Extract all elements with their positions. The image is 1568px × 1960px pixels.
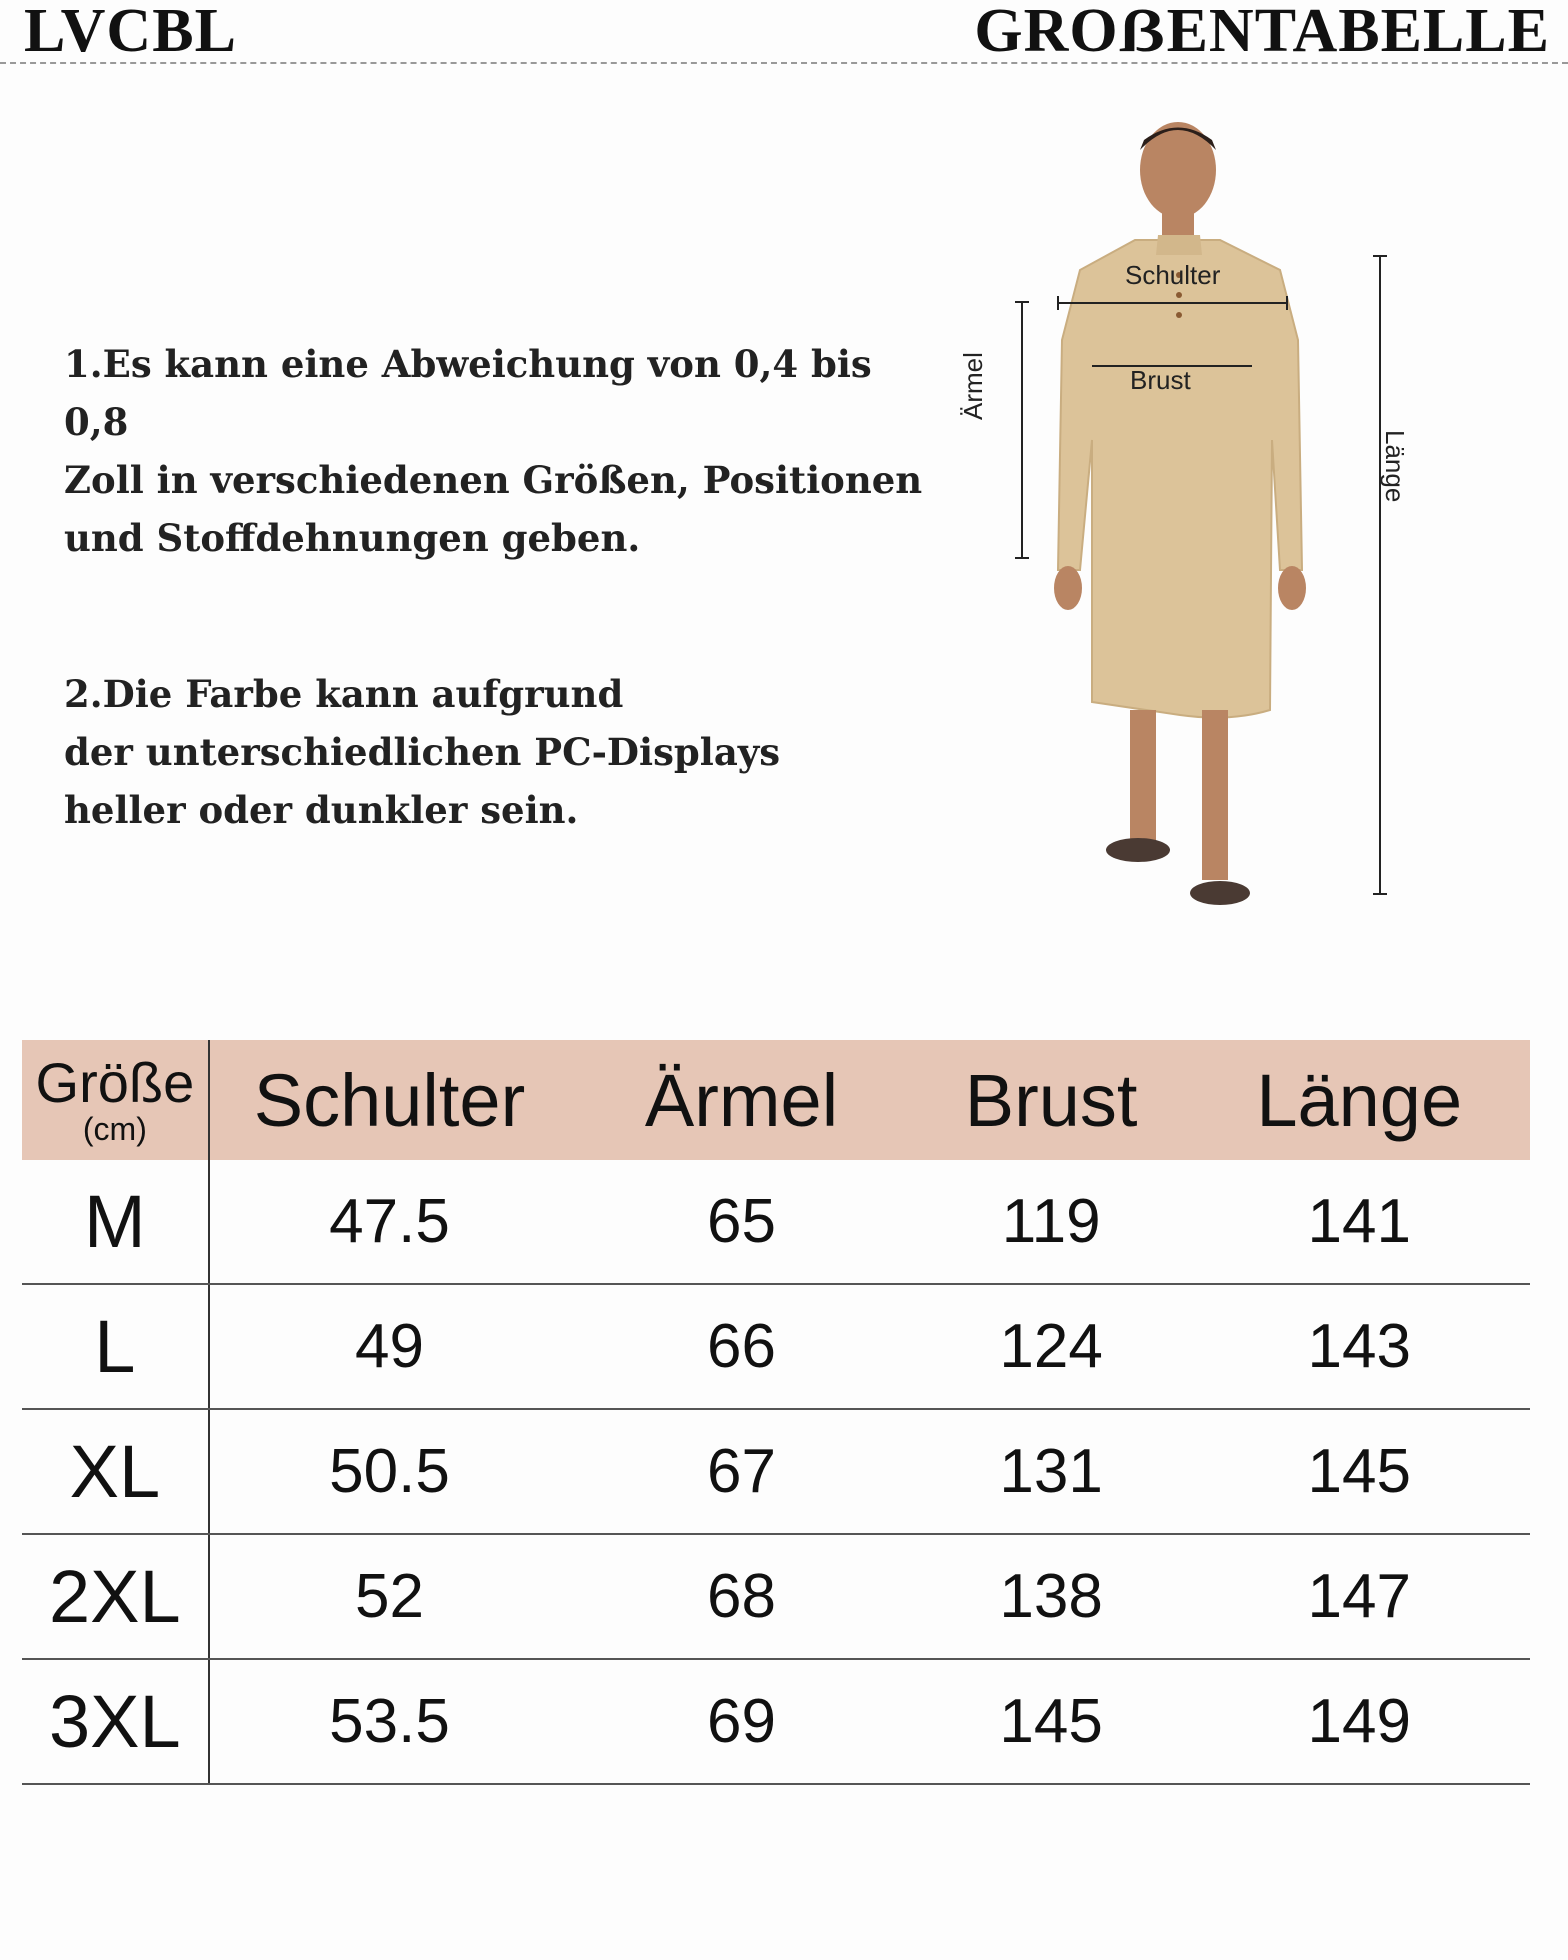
row-chest: 124 (999, 1312, 1103, 1381)
header-length: Länge (1256, 1058, 1463, 1142)
header-shoulder: Schulter (253, 1058, 526, 1142)
row-length: 145 (1307, 1437, 1411, 1506)
row-shoulder: 49 (355, 1312, 424, 1381)
brand-logo: LVCBL (24, 0, 237, 65)
header-divider (0, 62, 1568, 64)
row-length: 141 (1307, 1187, 1411, 1256)
table-header (22, 1040, 1530, 1160)
row-length: 143 (1307, 1312, 1411, 1381)
garment-illustration (980, 110, 1430, 1030)
row-sleeve: 69 (707, 1687, 777, 1756)
length-label: Länge (1380, 430, 1410, 503)
row-size: 2XL (22, 1535, 210, 1658)
sleeve-label: Ärmel (958, 352, 988, 420)
table-row (22, 1410, 1530, 1535)
chest-label: Brust (1130, 365, 1191, 395)
row-chest: 131 (999, 1437, 1103, 1506)
shoulder-label: Schulter (1125, 260, 1221, 290)
row-shoulder: 50.5 (329, 1437, 450, 1506)
row-length: 147 (1307, 1562, 1411, 1631)
size-table (22, 1040, 1530, 1785)
table-row (22, 1160, 1530, 1285)
header-sleeve: Ärmel (644, 1058, 839, 1142)
row-shoulder: 47.5 (329, 1187, 450, 1256)
row-shoulder: 53.5 (329, 1687, 450, 1756)
row-chest: 138 (999, 1562, 1103, 1631)
header-size-label: Größe (35, 1051, 195, 1114)
row-sleeve: 66 (707, 1312, 777, 1381)
row-shoulder: 52 (355, 1562, 424, 1631)
table-row (22, 1535, 1530, 1660)
row-sleeve: 68 (707, 1562, 777, 1631)
garment-figure (958, 110, 1430, 1030)
row-size: 3XL (22, 1660, 210, 1783)
note-tolerance: 1.Es kann eine Abweichung von 0,4 bis 0,8 Zoll in verschiedenen Größen, Positionen und Stoffdehnungen geben. (64, 342, 923, 560)
table-row (22, 1285, 1530, 1410)
row-sleeve: 65 (707, 1187, 777, 1256)
row-size: M (22, 1160, 210, 1283)
header-size (22, 1040, 210, 1160)
table-row (22, 1660, 1530, 1785)
row-length: 149 (1307, 1687, 1411, 1756)
row-chest: 119 (1001, 1187, 1101, 1256)
row-size: XL (22, 1410, 210, 1533)
page-title: GROẞENTABELLE (974, 0, 1550, 65)
row-chest: 145 (999, 1687, 1103, 1756)
row-size: L (22, 1285, 210, 1408)
header-size-unit: (cm) (82, 1111, 147, 1147)
row-sleeve: 67 (707, 1437, 777, 1506)
header-chest: Brust (964, 1058, 1138, 1142)
note-color: 2.Die Farbe kann aufgrund der unterschiedlichen PC-Displays heller oder dunkler sein. (64, 672, 781, 832)
